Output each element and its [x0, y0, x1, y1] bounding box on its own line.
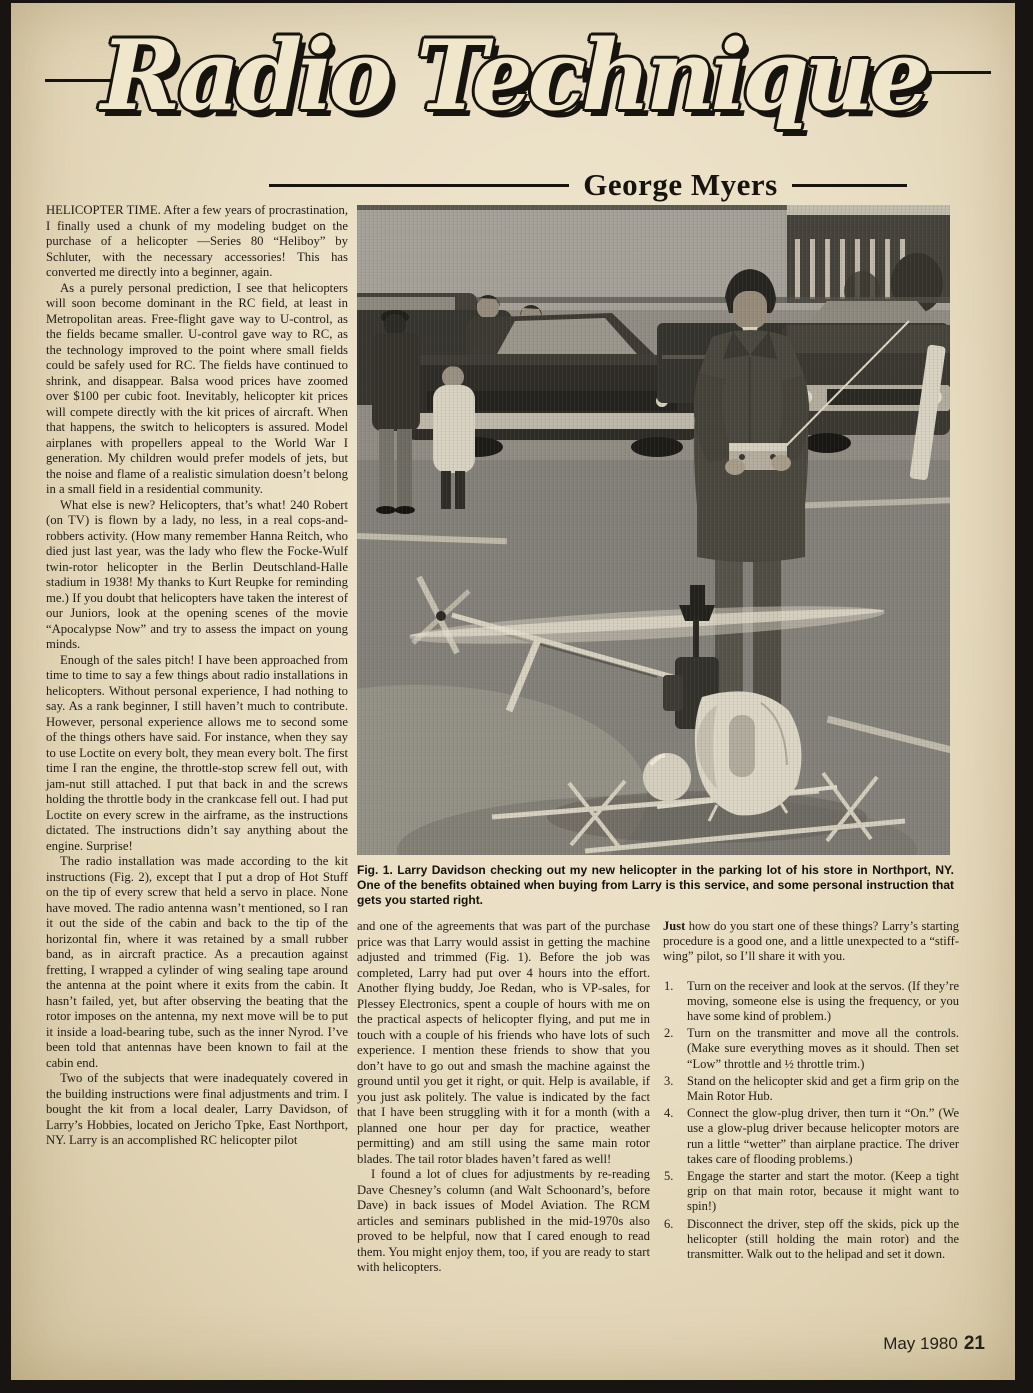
starting-procedure-intro [663, 919, 959, 965]
intro-rest: how do you start one of these things? Larry’s starting procedure is a good one, and a little unexpected to a “stiff-wing” pilot, so I’ll share it with you. [663, 919, 959, 964]
article-paragraph: and one of the agreements that was part of the purchase price was that Larry would assist in getting the machine adjusted and trimmed (Fig. 1). Before the job was completed, Larry had put over 4 hours into the effort. Another flying buddy, Joe Redan, who is VP-sales, for Plessey Electronics, spent a couple of hours with me on the practical aspects of helicopter flying, and put me in touch with a couple of his friends who have lots of such experience. I mention these friends to show that you don’t have to go out and smash the machine against the ground until you get it right, or quit. Help is available, if you just ask politely. The value is indicated by the fact that I have been struggling with it for a month (with a planned one hour per day for practice, weather permitting) and am still using the same main rotor blades. The tail rotor blades haven’t fared as well! [357, 919, 650, 1166]
issue-date: May 1980 [883, 1334, 958, 1353]
masthead [29, 19, 997, 207]
byline-row [29, 167, 997, 203]
procedure-step: Connect the glow-plug driver, then turn it “On.” (We use a glow-plug driver because helicopter motors are run a little “wetter” than airplane practice. The driver takes care of flooding problems.) [687, 1106, 959, 1166]
procedure-step: Turn on the transmitter and move all the controls. (Make sure everything moves as it should. Then set “Low” throttle and ½ throttle trim.) [687, 1026, 959, 1071]
procedure-step: Stand on the helicopter skid and get a firm grip on the Main Rotor Hub. [687, 1073, 959, 1104]
magazine-page [11, 3, 1015, 1380]
article-paragraph: Two of the subjects that were inadequately covered in the building instructions were final adjustments and trim. I bought the kit from a local dealer, Larry Davidson, of Larry’s Hobbies, located on Jericho Tpke, East Northport, NY. Larry is an accomplished RC helicopter pilot [46, 1071, 348, 1147]
procedure-step: Turn on the receiver and look at the servos. (If they’re moving, someone else is using the frequency, or you have some kind of problem.) [687, 978, 959, 1024]
page-number: 21 [963, 1333, 985, 1354]
article-paragraph: I found a lot of clues for adjustments by re-reading Dave Chesney’s column (and Walt Schoonard’s, before Dave) in back issues of Model Aviation. The RCM articles and seminars published in the mid-1970s also proved to be helpful, now that I cared enough to read them. You might enjoy them, too, if you are ready to start with helicopters. [357, 1167, 650, 1274]
page-footer [883, 1333, 985, 1355]
parking-lot-scene [357, 205, 950, 855]
article-paragraph: Enough of the sales pitch! I have been approached from time to time to say a few things about radio installations in helicopters. Without personal experience, I had nothing to say. As a rank beginner, I still haven’t much to contribute. However, personal experience allows me to second some of the things others have said. For instance, when they say to use Loctite on every bolt, they mean every bolt. The first time I ran the engine, the throttle-stop screw fell out, with jam-nut still attached. I put that back in and the screws holding the throttle body in the crankcase fell out. I had put Loctite on every screw in the airframe, as the instructions dictated. The instructions didn’t say anything about the engine. Surprise! [46, 652, 348, 853]
intro-lead-word: Just [663, 919, 686, 933]
figure-photo [357, 205, 950, 855]
article-column-left [46, 203, 348, 1149]
procedure-step: Disconnect the driver, step off the skids, pick up the helicopter (still holding the main rotor) and the transmitter. Walk out to the helipad and set it down. [687, 1216, 959, 1262]
article-paragraph: The radio installation was made according to the kit instructions (Fig. 2), except that I put a drop of Hot Stuff on the tip of every screw that held a servo in place. None have moved. The radio antenna wasn’t mentioned, so I ran it out the side of the cabin and back to the tip of the horizontal fin, where it was retained by a small rubber band, as in aircraft practice. As a precaution against fretting, I wrapped a cylinder of wing sealing tape around the antenna at the point where it exits from the cabin. It hasn’t failed, yet, but after observing the beating that the rotor imposes on the antenna, my next move will be to put it inside a load-bearing tube, such as the inner Nyrod. I’ve been told that antennas have been known to fail at the cabin end. [46, 854, 348, 1070]
article-paragraph: What else is new? Helicopters, that’s what! 240 Robert (on TV) is flown by a lady, no less, in a real cops-and-robbers activity. (How many remember Hanna Reitch, who died just last year, was the lady who flew the Focke-Wulf twin-rotor helicopter in the Berlin Deutschland-Halle stadium in 1938! My thanks to Kurt Reupke for reminding me.) If you doubt that helicopters have taken the interest of our Juniors, look at the opening scenes of the movie “Apocalypse Now” and try to assess the impact on young minds. [46, 497, 348, 651]
byline-rule-right [792, 184, 907, 187]
article-column-middle [357, 919, 650, 1276]
building-and-fence [787, 205, 950, 313]
page-title: Radio Technique [100, 19, 926, 132]
article-paragraph: As a purely personal prediction, I see that helicopters will soon become dominant in the RC field, at least in Metropolitan areas. Free-flight gave way to U-control, as the fields became smaller. U-control gave way to RC, as the technology improved to the point where small fields could be safely used for RC. The fields have continued to shrink, and disappear. Balsa wood prices have zoomed over $100 per cubic foot. Inevitably, helicopter kit prices will compete directly with the kit prices of aircraft. When that happens, the switch to helicopters is assured. Model airplanes with propellers appeal to the World War I generation. My children would prefer models of jets, but the noise and flame of a realistic simulation doesn’t belong in a small field in a residential community. [46, 280, 348, 496]
figure-caption: Fig. 1. Larry Davidson checking out my new helicopter in the parking lot of his store in Northport, NY. One of the benefits obtained when buying from Larry is this service, and some personal instruction that gets you started right. [357, 863, 954, 907]
byline: George Myers [583, 167, 778, 202]
article-column-right [663, 919, 959, 1264]
procedure-step: Engage the starter and start the motor. (Keep a tight grip on that main rotor, because it might want to spin!) [687, 1169, 959, 1214]
article-paragraph: HELICOPTER TIME. After a few years of procrastination, I finally used a chunk of my modeling budget on the purchase of a helicopter —Series 80 “Heliboy” by Schluter, with the necessary accessories! This has converted me directly into a beginner, again. [46, 203, 348, 279]
starting-procedure-steps [663, 979, 959, 1263]
byline-rule-left [269, 184, 569, 187]
